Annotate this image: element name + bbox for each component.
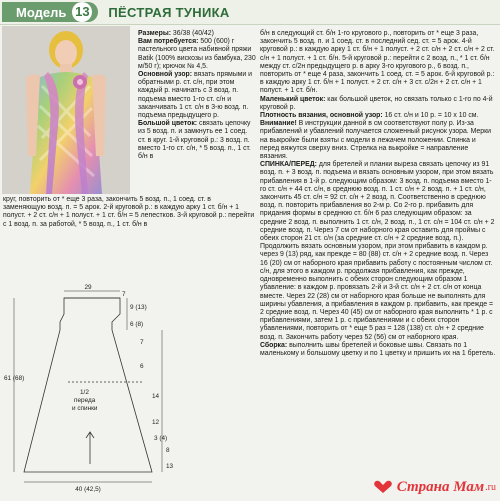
attention-paragraph [260,120,496,161]
small-flower-label: Маленький цветок: [260,95,326,103]
continuation-text: круг, повторить от * еще 3 раза, закончить 5 возд. п., 1 соед. ст. в заменяющую возд. п. = 5 арок. 2-й круговой р.: в каждую арку 1 ст. б/н + 1 полуст. + 2 ст. с/н + 1 полуст. + 1 ст. б/н = 5 лепестков. 3-й круговой р.: перейти с 1 возд. п. за работой, * 5 возд. п., 1 ст. б/н в [3,196,255,228]
small-flower-text: как большой цветок, но связать только с 1-го по 4-й круговой р. [260,95,493,111]
density-paragraph [260,112,496,120]
model-photo-illustration [2,26,130,194]
flower-rows-text: б/н в следующий ст. б/н 1-го кругового р., повторить от * еще 3 раза, закончить 5 возд. п. и 1 соед. ст. в последний сед. ст. = 5 арок. 4-й круговой р.: в каждую арку 1 ст. б/н + 1 полуст. + 2 ст. с/н + 2 ст. с/н + 2 ст. с/н + 1 полуст. + 1 ст. б/н. 5-й круговой р.: перейти с 2 возд. п., * 1 ст. б/н между ст. с/2н предыдущего р. в арку 3-го кругового р., 6 возд. п., повторить от * еще 4 раза, закончить 1 соед. ст. = 5 арок. 6-й круговой р.: в каждую арку 1 ст. б/н + 1 полуст. + 2 ст. с/н + 3 ст. с/2н + 2 ст. с/н + 1 полуст. + 1 ст. б/н. [260,30,495,95]
dim-side-e: 3 (4) [154,435,168,442]
dim-side-a: 7 [140,339,144,346]
back-front-paragraph [260,161,496,341]
large-flower-paragraph [138,120,256,161]
attention-label: Внимание! [260,120,297,128]
large-flower-label: Большой цветок: [138,120,198,128]
main-pattern-label: Основной узор: [138,71,193,79]
dim-top-width: 29 [84,284,92,291]
dim-strap-height: 9 (13) [130,304,147,311]
sizes-text: 36/38 (40/42) [172,30,214,37]
knitting-direction-arrow [86,432,94,464]
schematic-drawing [2,282,256,496]
site-watermark [373,478,496,496]
dim-neck-width: 7 [122,291,126,298]
watermark-suffix: .ru [485,481,496,493]
dim-total-height: 61 (68) [4,375,25,382]
small-flower-paragraph [260,96,496,112]
materials-text: 500 (600) г пастельного цвета набивной пряжи Batik (100% вискозы из бамбука, 230 м/50 г); крючок № 4,5. [138,38,256,70]
page-header [0,0,500,25]
model-number: 13 [72,2,92,22]
main-pattern-text: вязать прямыми и обратными р. ст. с/н, при этом каждый р. начинать с 3 возд. п. подъема вместо 1-го ст. с/н и заканчивать 1 ст. с/н в 3-ю возд. п. подъема предыдущего р. [138,71,253,120]
assembly-paragraph [260,342,496,358]
back-front-text: для бретелей и планки выреза связать цепочку из 91 возд. п. + 3 возд. п. подъема и вязать основным узором, при этом вязать прибавления в 1-й р. следующим образом: 3 возд. п. подъема вместо 1-го ст. с/н + 44 ст. с/н, в среднюю возд. п. 1 ст. с/н + 2 возд. п. + 1 ст. с/н, закончить 45 ст. с/н = 92 ст. с/н + 2 возд. п. Соответственно в среднюю возд. п. повторить прибавления во 2-м р. Со 2-го р. прибавить для придания формы в среднюю ст. б/н 6 раз следующим образом: за средние 2 возд. п. выполнить 1 ст. с/н, 2 возд. п., 1 ст. с/н = 104 ст. с/н + 2 средние возд. п. Через 7 см от наборного края оставить для проймы с обеих сторон 21 ст. с/н (за средние ст. с/н + 2 средние возд. п.). Продолжить вязать основным узором, при этом прибавить в каждом р. через 9 (13) ряд, как прежде = 80 (88) ст. с/н + 2 средние возд. п. Через 16 (20) см от наборного края прибавить работу с постоянным числом ст. с/н, для этого в каждом р. продолжая прибавления, как прежде, одновременно выполнить с обеих сторон следующим образом 1 убавление: в каждом р. провязать 2-й и 3-й ст. с/н + 2 ст. с/н от конца вместе. Через 22 (28) см от наборного края больше не выполнять для ширины убавления, а прибавления в каждом р. прибавить, как прежде = 2 средние возд. п. Через 40 (45) см от наборного края выполнить * 1 р. с прибавлениями, затем 1 р. с прибавлениями и с обеих сторон убавлениями, повторить от * еще 5 раз = 128 (138) ст. с/н + 2 средние возд. п. Закончить работу через 52 (56) см от наборного края. [260,161,495,341]
watermark-text: Страна Мам [396,478,485,495]
center-label-front: переда [74,397,96,404]
assembly-text: выполнить швы бретелей и боковые швы. Связать по 1 маленькому и большому цветку и по 1 цветку и пришить их на 1 бретель. [260,341,496,357]
main-pattern-paragraph [138,71,256,120]
dim-side-g: 13 [166,463,174,470]
materials-label: Вам потребуется: [138,38,199,46]
pattern-schematic [2,282,256,496]
dim-side-f: 8 [166,447,170,454]
center-label-fraction: 1/2 [80,389,89,396]
page-title: ПЁСТРАЯ ТУНИКА [108,4,230,20]
back-front-label: СПИНКА/ПЕРЕД: [260,161,317,169]
dim-armhole: 6 (8) [130,321,144,328]
density-label: Плотность вязания, основной узор: [260,112,383,120]
dim-side-b: 6 [140,363,144,370]
attention-text: В инструкции данной в см соответствуют полу р. Из-за прибавлений и убавлений получается сложенный рисунок узора. Мерки на выкройке были взяты с модели в лежачем положении. Спинка и перед вяжутся сверху вниз. Стрелка на выкройке = направление вязания. [260,120,491,161]
center-label-back: и спинки [72,405,98,412]
model-photo [2,26,130,194]
model-badge [2,2,98,22]
dim-bottom-width: 40 (42,5) [75,486,101,493]
instructions-column [260,30,496,358]
continuation-paragraph [3,196,255,229]
model-label: Модель [16,4,67,20]
sizes-paragraph [138,30,256,38]
materials-paragraph [138,38,256,71]
dim-side-d: 12 [152,419,160,426]
dim-side-c: 14 [152,393,160,400]
assembly-label: Сборка: [260,341,288,349]
intro-column [138,30,256,161]
large-flower-text: связать цепочку из 5 возд. п. и замкнуть ее 1 соед. ст. в круг. 1-й круговой р.: 3 возд. п. вместо 1-го ст. с/н, * 5 возд. п., 1 ст. б/н в [138,120,251,161]
density-text: 16 ст. с/н и 10 р. = 10 х 10 см. [384,112,479,120]
sizes-label: Размеры: [138,30,171,37]
heart-logo-icon [373,480,393,494]
